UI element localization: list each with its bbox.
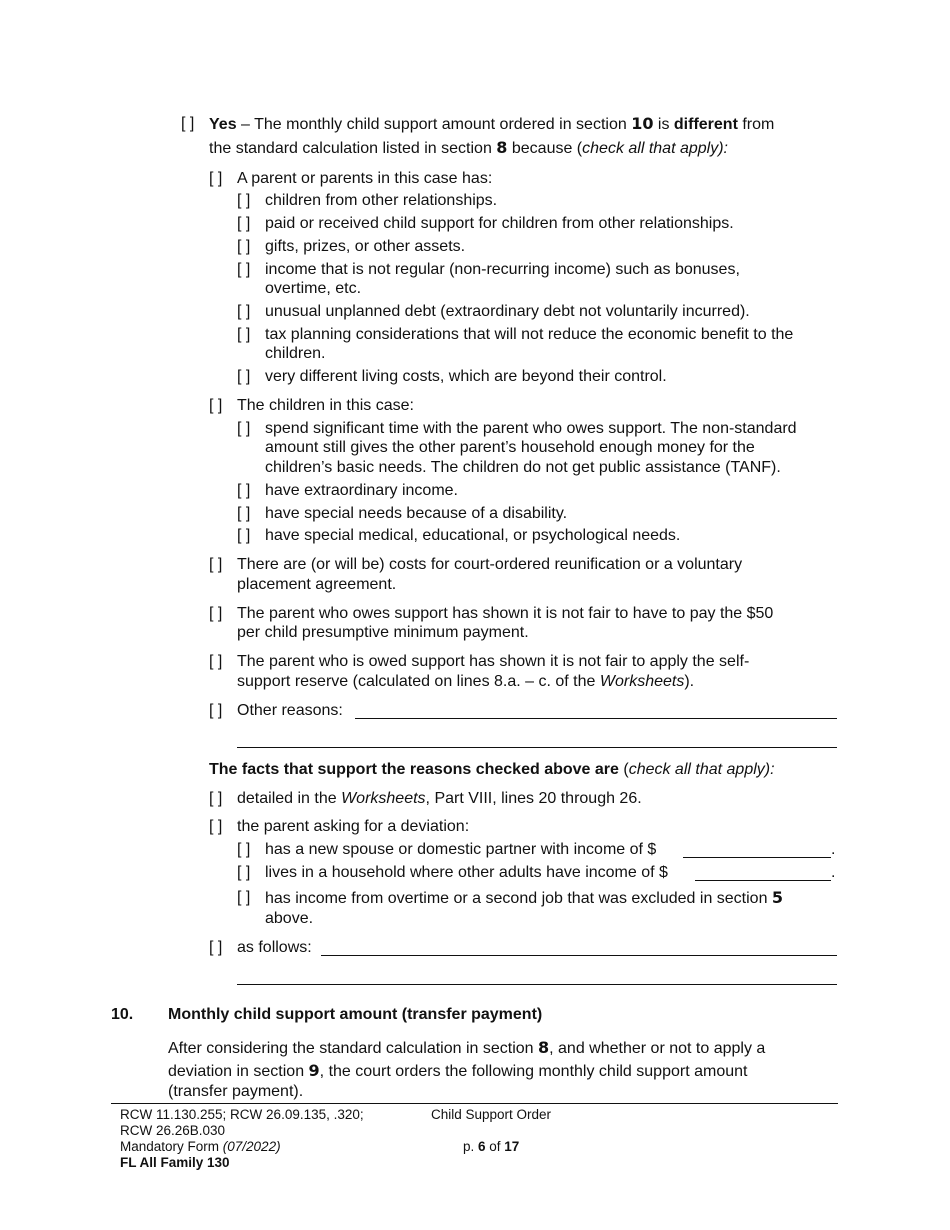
other-reasons-label: Other reasons: [237,702,343,719]
costs-checkbox[interactable]: [ ] [209,556,223,573]
footer-rcw-2: RCW 26.26B.030 [120,1123,226,1138]
overtime-label-cont: above. [265,910,314,927]
children-reason-label: spend significant time with the parent who owes support. The non-standard [265,420,797,437]
worksheets-label: detailed in the Worksheets, Part VIII, lines 20 through 26. [237,790,642,807]
children-reason-label-cont: amount still gives the other parent’s household enough money for the [265,439,755,456]
spouse-income-period: . [831,841,836,858]
other-reasons-input-2[interactable] [237,747,837,748]
footer-rcw-1: RCW 11.130.255; RCW 26.09.135, .320; [120,1107,364,1122]
parent-reason-checkbox[interactable]: [ ] [237,368,251,385]
children-reason-label: have special needs because of a disability. [265,505,568,522]
parent-reason-checkbox[interactable]: [ ] [237,215,251,232]
section-title: Monthly child support amount (transfer payment) [168,1006,543,1023]
other-reasons-input[interactable] [355,718,837,719]
minimum-checkbox[interactable]: [ ] [209,605,223,622]
children-reason-label: have extraordinary income. [265,482,458,499]
footer-page-number: p. 6 of 17 [463,1139,520,1154]
spouse-income-input[interactable] [683,857,831,858]
children-reason-checkbox[interactable]: [ ] [237,482,251,499]
parent-asking-label: the parent asking for a deviation: [237,818,470,835]
overtime-label: has income from overtime or a second job that was excluded in section 5 [265,888,784,907]
children-reason-checkbox[interactable]: [ ] [237,505,251,522]
overtime-checkbox[interactable]: [ ] [237,889,251,906]
parent-reason-checkbox[interactable]: [ ] [237,326,251,343]
footer-form-id: FL All Family 130 [120,1155,230,1170]
children-reason-checkbox[interactable]: [ ] [237,420,251,437]
as-follows-input[interactable] [321,955,837,956]
parent-reason-label-cont: children. [265,345,326,362]
as-follows-input-2[interactable] [237,984,837,985]
spouse-income-label: has a new spouse or domestic partner with income of $ [265,841,657,858]
parent-reason-label: very different living costs, which are beyond their control. [265,368,667,385]
children-heading: The children in this case: [237,397,414,414]
minimum-label-cont: per child presumptive minimum payment. [237,624,529,641]
as-follows-checkbox[interactable]: [ ] [209,939,223,956]
household-income-checkbox[interactable]: [ ] [237,864,251,881]
yes-line-2: the standard calculation listed in section 8 because (check all that apply): [209,138,728,157]
minimum-label: The parent who owes support has shown it is not fair to have to pay the $50 [237,605,774,622]
costs-label-cont: placement agreement. [237,576,397,593]
household-income-period: . [831,864,836,881]
children-reason-checkbox[interactable]: [ ] [237,527,251,544]
section-number: 10. [111,1006,134,1023]
parent-reason-checkbox[interactable]: [ ] [237,303,251,320]
children-checkbox[interactable]: [ ] [209,397,223,414]
children-reason-label-cont: children’s basic needs. The children do not get public assistance (TANF). [265,459,781,476]
parents-checkbox[interactable]: [ ] [209,170,223,187]
section-para-2: deviation in section 9, the court orders the following monthly child support amount [168,1061,748,1080]
children-reason-label: have special medical, educational, or psychological needs. [265,527,681,544]
parent-reason-checkbox[interactable]: [ ] [237,238,251,255]
footer-mandatory: Mandatory Form (07/2022) [120,1139,281,1154]
yes-line-1: Yes – The monthly child support amount ordered in section 10 is different from [209,114,775,133]
section-para-1: After considering the standard calculation in section 8, and whether or not to apply a [168,1038,766,1057]
parent-reason-checkbox[interactable]: [ ] [237,192,251,209]
parent-reason-label: tax planning considerations that will not reduce the economic benefit to the [265,326,794,343]
parent-reason-checkbox[interactable]: [ ] [237,261,251,278]
parent-reason-label: unusual unplanned debt (extraordinary debt not voluntarily incurred). [265,303,750,320]
worksheets-checkbox[interactable]: [ ] [209,790,223,807]
yes-checkbox[interactable]: [ ] [181,115,195,132]
section-para-3: (transfer payment). [168,1083,304,1100]
footer-doc-title: Child Support Order [431,1107,552,1122]
parent-reason-label: gifts, prizes, or other assets. [265,238,466,255]
parent-reason-label: children from other relationships. [265,192,498,209]
as-follows-label: as follows: [237,939,312,956]
parent-reason-label: paid or received child support for children from other relationships. [265,215,734,232]
household-income-input[interactable] [695,880,831,881]
other-reasons-checkbox[interactable]: [ ] [209,702,223,719]
facts-heading: The facts that support the reasons checked above are (check all that apply): [209,761,775,778]
reserve-label-cont: support reserve (calculated on lines 8.a. – c. of the Worksheets). [237,673,695,690]
parents-heading: A parent or parents in this case has: [237,170,493,187]
spouse-income-checkbox[interactable]: [ ] [237,841,251,858]
footer-divider [111,1103,838,1104]
reserve-checkbox[interactable]: [ ] [209,653,223,670]
parent-asking-checkbox[interactable]: [ ] [209,818,223,835]
household-income-label: lives in a household where other adults have income of $ [265,864,668,881]
costs-label: There are (or will be) costs for court-ordered reunification or a voluntary [237,556,743,573]
parent-reason-label-cont: overtime, etc. [265,280,362,297]
parent-reason-label: income that is not regular (non-recurring income) such as bonuses, [265,261,740,278]
reserve-label: The parent who is owed support has shown it is not fair to apply the self- [237,653,750,670]
